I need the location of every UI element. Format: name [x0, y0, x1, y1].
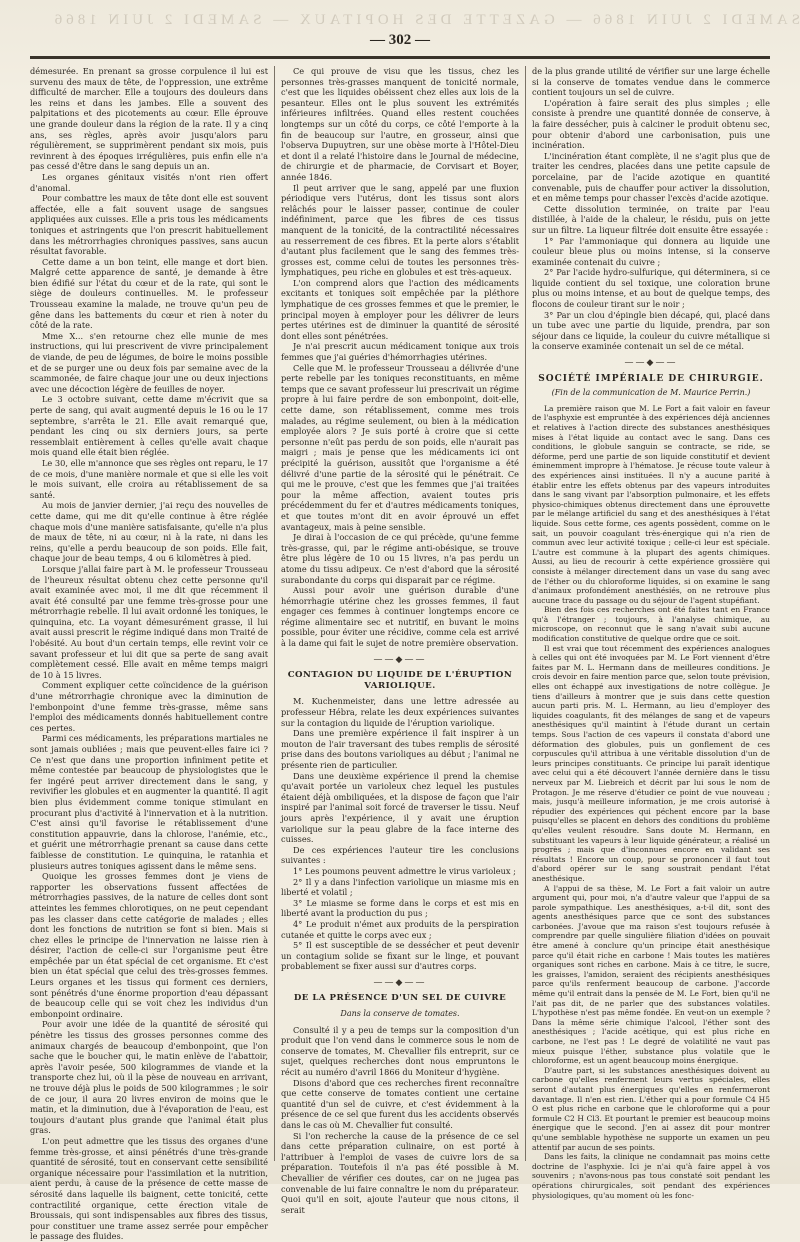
paragraph: D'autre part, si les substances anesthésiques doivent au carbone qu'elles renferment leurs vertus spéciales, elles seront d'autant plus énergiques qu'elles en renfermeront davantage. Il n'en est rien. L'éther qui a pour formule C4 H5 O est plus riche en carbone que le chloroforme qui a pour formule C2 H Cl3. Et pourtant le premier est beaucoup moins énergique que le second. J'en ai assez dit pour montrer qu'une semblable hypothèse ne supporte un examen un peu attentif par aucun de ses points.	[532, 1065, 770, 1152]
paragraph: Parmi ces médicaments, les préparations martiales ne sont jamais oubliées ; mais que peuvent-elles faire ici ? Ce n'est que dans une proportion infiniment petite et même contestée par beaucoup de physiologistes que le fer ingéré peut arriver directement dans le sang, y revivifier les globules et en augmenter la quantité. Il agit bien plus évidemment comme tonique stimulant en procurant plus d'activité à l'innervation et à la nutrition. C'est ainsi qu'il favorise le rétablissement d'une constitution appauvrie, dans la chlorose, l'anémie, etc., et guérit une métrorrhagie prenant sa cause dans cette faiblesse de constitution. Le quinquina, le ratanhia et plusieurs autres toniques agissent dans le même sens.	[30, 733, 268, 871]
list-item: 2° Il y a dans l'infection variolique un miasme mis en liberté et volatil ;	[281, 876, 519, 898]
paragraph: Au mois de janvier dernier, j'ai reçu des nouvelles de cette dame, qui me dit qu'elle continue à être réglée chaque mois d'une manière satisfaisante, qu'elle n'a plus de maux de tête, ni au cœur, ni à la rate, ni dans les reins, qu'elle a perdu beaucoup de son poids. Elle fait, chaque jour de beau temps, 4 ou 6 kilomètres à pied.	[30, 500, 268, 564]
paragraph: Pour combattre les maux de tête dont elle est souvent affectée, elle a fait souvent usage de sangsues appliquées aux cuisses. Elle a pris tous les médicaments toniques et astringents que l'on prescrit habituellement dans les métrorrhagies chroniques passives, sans aucun résultat favorable.	[30, 193, 268, 257]
society-report	[532, 404, 770, 1200]
section-separator: ——◆——	[373, 977, 427, 988]
section-separator: ——◆——	[624, 358, 678, 369]
paragraph: Consulté il y a peu de temps sur la composition d'un produit que l'on vend dans le commerce sous le nom de conserve de tomates, M. Chevallier fils entreprit, sur ce sujet, quelques recherches dont nous empruntons le récit au numéro d'avril 1866 du Moniteur d'hygiène.	[281, 1024, 519, 1078]
paragraph: Le 30, elle m'annonce que ses règles ont reparu, le 17 de ce mois, d'une manière normale et que si elle les voit le mois suivant, elle croira au rétablissement de sa santé.	[30, 457, 268, 500]
paragraph: démesurée. En prenant sa grosse corpulence il lui est survenu des maux de tête, de l'oppression, une extrême difficulté de marcher. Elle a toujours des douleurs dans les reins et dans les jambes. Elle a souvent des palpitations et des picotements au cœur. Elle éprouve une grande douleur dans la région de la rate. Il y a cinq ans, ses règles, après avoir jusqu'alors paru régulièrement, se supprimèrent pendant six mois, puis revinrent à des époques irrégulières, puis enfin elle n'a pas cessé d'être dans le sang depuis un an.	[30, 66, 268, 172]
paragraph: Il peut arriver que le sang, appelé par une fluxion périodique vers l'utérus, dont les tissus sont alors relâchés pour le laisser passer, continue de couler indéfiniment, parce que les fibres de ces tissus manquent de la tonicité, de la contractilité nécessaires au resserrement de ces fibres. Et la perte alors s'établit d'autant plus facilement que le sang des femmes très-grosses est, comme celui de toutes les personnes très-lymphatiques, peu riche en globules et est très-aqueux.	[281, 182, 519, 278]
paragraph: Celle que M. le professeur Trousseau a délivrée d'une perte rebelle par les toniques reconstituants, en même temps que ce savant professeur lui prescrivait un régime propre à lui faire perdre de son embonpoint, doit-elle, cette dame, son rétablissement, comme mes trois malades, au régime seulement, ou bien à la médication employée alors ? Je suis porté à croire que si cette personne n'eût pas perdu de son poids, elle n'aurait pas maigri ; mais je pense que les médicaments ici ont précipité la guérison, aussitôt que l'organisme a été délivré d'une partie de la sérosité qui le pénétrait. Ce qui me le prouve, c'est que les femmes que j'ai traitées pour la même affection, avaient toutes pris précédemment du fer et d'autres médicaments toniques, et que toutes m'ont dit en avoir éprouvé un effet avantageux, mais à peine sensible.	[281, 362, 519, 532]
list-item: 5° Il est susceptible de se dessécher et peut devenir un contagium solide se fixant sur le linge, et pouvant probablement se fixer aussi sur d'autres corps.	[281, 940, 519, 972]
list-item: 1° Les poumons peuvent admettre le virus varioleux ;	[293, 865, 516, 876]
paragraph: Le 3 octobre suivant, cette dame m'écrivit que sa perte de sang, qui avait augmenté depuis le 16 ou le 17 septembre, s'arrêta le 21. Elle avait remarqué que, pendant les cinq ou six derniers jours, sa perte ressemblait entièrement à celles qu'elle avait chaque mois quand elle était bien réglée.	[30, 394, 268, 458]
list-item: 4° Le produit n'émet aux produits de la perspiration cutanée et quitte le corps avec eux ;	[281, 918, 519, 940]
list-item: 2° Par l'acide hydro-sulfurique, qui déterminera, si ce liquide contient du sel toxique, une coloration brune plus ou moins intense, et au bout de quelque temps, des flocons de couleur tirant sur le noir ;	[532, 267, 770, 310]
column-1	[30, 66, 268, 1242]
list-item: 1° Par l'ammoniaque qui donnera au liquide une couleur bleue plus ou moins intense, si la conserve examinée contenait du cuivre ;	[532, 235, 770, 267]
header-rule	[30, 56, 770, 59]
column-divider	[274, 66, 275, 1161]
paragraph: Comment expliquer cette coïncidence de la guérison d'une métrorrhagie chronique avec la diminution de l'embonpoint d'une femme très-grasse, même sans l'emploi des médicaments donnés habituellement contre ces pertes.	[30, 680, 268, 733]
section-title: CONTAGION DU LIQUIDE DE L'ÉRUPTION VARIOLIQUE.	[287, 670, 513, 691]
list-item: 3° Par un clou d'épingle bien décapé, qui, placé dans un tube avec une partie du liquide, prendra, par son séjour dans ce liquide, la couleur du cuivre métallique si la conserve examinée contenait un sel de ce métal.	[532, 309, 770, 352]
paragraph: Dans une deuxième expérience il prend la chemise qu'avait portée un varioleux chez lequel les pustules étaient déjà ombiliquées, et la dispose de façon que l'air inspiré par l'animal soit forcé de traverser le tissu. Neuf jours après l'expérience, il y avait une éruption variolique sur la peau glabre de la face interne des cuisses.	[281, 770, 519, 845]
paragraph: L'on comprend alors que l'action des médicaments excitants et toniques soit empêchée par la pléthore lymphatique de ces grosses femmes et que le premier, le principal moyen à employer pour les délivrer de leurs pertes utérines est de diminuer la quantité de sérosité dont elles sont pénétrées.	[281, 277, 519, 341]
paragraph: L'incinération étant complète, il ne s'agit plus que de traiter les cendres, placées dans une petite capsule de porcelaine, par de l'acide azotique en quantité convenable, puis de chauffer pour activer la dissolution, et en même temps pour chasser l'excès d'acide azotique.	[532, 150, 770, 204]
page-number: — 302 —	[370, 32, 430, 48]
paragraph: Dans une première expérience il fait inspirer à un mouton de l'air traversant des tubes remplis de sérosité prise dans des boutons varioliques au début ; l'animal ne présente rien de particulier.	[281, 728, 519, 770]
paragraph: Les organes génitaux visités n'ont rien offert d'anomal.	[30, 171, 268, 193]
section-separator: ——◆——	[373, 654, 427, 665]
paragraph: Je n'ai prescrit aucun médicament tonique aux trois femmes que j'ai guéries d'hémorrhagies utérines.	[281, 341, 519, 363]
paragraph: Cette dissolution terminée, on traite par l'eau distillée, à l'aide de la chaleur, le résidu, puis on jette sur un filtre. La liqueur filtrée doit ensuite être essayée :	[532, 203, 770, 235]
paragraph: L'opération à faire serait des plus simples ; elle consiste à prendre une quantité donnée de conserve, à la faire dessécher, puis à calciner le produit obtenu sec, pour obtenir d'abord une carbonisation, puis une incinération.	[532, 97, 770, 151]
paragraph: Bien des fois ces recherches ont été faites tant en France qu'à l'étranger ; toujours, à l'analyse chimique, au microscope, on reconnut que le sang n'avait subi aucune modification constitutive de quelque ordre que ce soit.	[532, 605, 770, 644]
paragraph: Cette dame a un bon teint, elle mange et dort bien. Malgré cette apparence de santé, je demande à être bien édifié sur l'état du cœur et de la rate, qui sont le siège de douleurs continuelles. M. le professeur Trousseau examine la malade, ne trouve qu'un peu de gêne dans les battements du cœur et rien à noter du côté de la rate.	[30, 256, 268, 331]
section-subtitle: (Fin de la communication de M. Maurice Perrin.)	[551, 388, 751, 398]
paragraph: Aussi pour avoir une guérison durable d'une hémorrhagie utérine chez les grosses femmes, il faut engager ces femmes à continuer longtemps encore ce régime alimentaire sec et nutritif, en buvant le moins possible, pour éviter une récidive, comme cela est arrivé à la dame qui fait le sujet de notre première observation.	[281, 585, 519, 649]
paragraph: Il est vrai que tout récemment des expériences analogues à celles qui ont été invoquées par M. Le Fort viennent d'être faites par M. L. Hermann dans de meilleures conditions. Je crois devoir en faire mention parce que, selon toute prévision, elles ont échappé aux investigations de notre collègue. Je tiens d'ailleurs à montrer que je suis dans cette question aucun parti pris. M. L. Hermann, au lieu d'employer des liquides coagulants, fit des mélanges de sang et de vapeurs anesthésiques qu'il maintint à l'étude durant un certain temps. Sous l'action de ces vapeurs il constata d'abord une déformation des globules, puis un gonflement de ces corpuscules qu'il attribua à une véritable dissolution d'un de leurs principes constituants. Ce principe lui paraît identique avec celui qui a été découvert l'année dernière dans le tissu nerveux par M. Liebreich et décrit par lui sous le nom de Protagon. Je me réserve d'étudier ce point de vue nouveau ; mais, jusqu'à meilleure information, je me crois autorisé à répudier des expériences qui péchent encore par la base puisqu'elles se placent en dehors des conditions du problème qu'elles veulent résoudre. Sans doute M. Hermann, en substituant les vapeurs à leur liquide générateur, a réalisé un progrès ; mais que d'inconnues encore en validant ses résultats ! Encore un coup, pour se prononcer il faut tout d'abord opérer sur le sang soustrait pendant l'état anesthésique.	[532, 643, 770, 883]
list-item: 3° Le miasme se forme dans le corps et est mis en liberté avant la production du pus ;	[281, 897, 519, 919]
paragraph: Je dirai à l'occasion de ce qui précède, qu'une femme très-grasse, qui, par le régime anti-obésique, se trouve être plus légère de 10 ou 15 livres, n'a pas perdu un atome du tissu adipeux. Ce n'est d'abord que la sérosité surabondante du corps qui disparait par ce régime.	[281, 532, 519, 585]
column-2	[281, 66, 519, 1215]
paragraph: L'on peut admettre que les tissus des organes d'une femme très-grosse, et ainsi pénétrés d'une très-grande quantité de sérosité, tout en conservant cette sensibilité organique nécessaire pour l'assimilation et la nutrition, aient perdu, à cause de la présence de cette masse de sérosité dans laquelle ils baignent, cette tonicité, cette contractilité organique, cette érection vitale de Broussais, qui sont indispensables aux fibres des tissus, pour constituer une trame assez serrée pour empêcher le passage des fluides.	[30, 1135, 268, 1242]
paragraph: Disons d'abord que ces recherches firent reconnaître que cette conserve de tomates contient une certaine quantité d'un sel de cuivre, et c'est évidemment à la présence de ce sel que furent dus les accidents observés dans le cas où M. Chevallier fut consulté.	[281, 1077, 519, 1130]
bleed-through-text: SAMEDI 2 JUIN 1866 — GAZETTE DES HOPITAUX — SAMEDI 2 JUIN 1866	[50, 12, 800, 28]
section-title: DE LA PRÉSENCE D'UN SEL DE CUIVRE	[293, 993, 507, 1004]
column-divider	[525, 66, 526, 1161]
section-subtitle: Dans la conserve de tomates.	[340, 1009, 460, 1019]
paragraph: Ce qui prouve de visu que les tissus, chez les personnes très-grasses manquent de tonicité normale, c'est que les liquides obéissent chez elles aux lois de la pesanteur. Elles ont le plus souvent les extrémités inférieures infiltrées. Quand elles restent couchées longtemps sur un côté du corps, ce côté l'emporte à la fin de beaucoup sur l'autre, en grosseur, ainsi que l'observa Dupuytren, sur une obèse morte à l'Hôtel-Dieu et dont il a relaté l'histoire dans le Journal de médecine, de chirurgie et de pharmacie, de Corvisart et Boyer, année 1846.	[281, 66, 519, 182]
paragraph: Si l'on recherche la cause de la présence de ce sel dans cette préparation culinaire, on est porté à l'attribuer à l'emploi de vases de cuivre lors de sa préparation. Toutefois il n'a pas été possible à M. Chevallier de vérifier ces doutes, car on ne jugea pas convenable de lui faire connaître le nom du préparateur. Quoi qu'il en soit, ajoute l'auteur que nous citons, il serait	[281, 1130, 519, 1215]
paragraph: Quoique les grosses femmes dont je viens de rapporter les observations fussent affectées de métrorrhagies passives, de la nature de celles dont sont atteintes les femmes chlorotiques, on ne peut cependant pas les classer dans cette catégorie de malades ; elles dont les fonctions de nutrition se font si bien. Mais si chez elles le principe de l'innervation ne laisse rien à désirer, l'action de celle-ci sur l'organisme peut être empêchée par un état spécial de cet organisme. Et c'est bien un état spécial que celui des très-grosses femmes. Leurs organes et les tissus qui forment ces derniers, sont pénétrés d'une énorme proportion d'eau dépassant de beaucoup celle qui se voit chez les individus d'un embonpoint ordinaire.	[30, 871, 268, 1019]
paragraph: De ces expériences l'auteur tire les conclusions suivantes :	[281, 844, 519, 866]
paragraph: La première raison que M. Le Fort a fait valoir en faveur de l'asphyxie est empruntée à des expériences déjà anciennes et relatives à l'action directe des substances anesthésiques mises à l'état liquide au contact avec le sang. Dans ces conditions, le globule sanguin se contracte, se ride, se déforme, perd une partie de son liquide constitutif et devient éminemment impropre à l'hématose. Je récuse toute valeur à des expériences ainsi instituées. Il n'y a aucune parité à établir entre les effets obtenus par des vapeurs introduites dans le sang vivant par l'absorption pulmonaire, et les effets physico-chimiques obtenus directement dans une éprouvette par le mélange artificiel du sang et des anesthésiques à l'état liquide. Sous cette forme, ces agents possèdent, comme on le sait, un pouvoir coagulant très-énergique qui n'a rien de commun avec leur activité toxique ; celle-ci leur est spéciale. L'autre est commune à la plupart des agents chimiques. Aussi, au lieu de recourir à cette expérience grossière qui consiste à mélanger directement dans un vase du sang avec de l'éther ou du chloroforme liquides, si on examine le sang d'animaux profondément anesthésiés, on ne retrouve plus aucune trace du passage ou du séjour de l'agent stupéfiant.	[532, 403, 770, 605]
paragraph: Pour avoir une idée de la quantité de sérosité qui pénètre les tissus des grosses personnes comme des animaux chargés de beaucoup d'embonpoint, que l'on sache que le boucher qui, le matin enlève de l'abattoir, après l'avoir pesée, 500 kilogrammes de viande et la transporte chez lui, où il la pèse de nouveau en arrivant, ne trouve déjà plus le poids de 500 kilogrammes ; le soir de ce jour, il aura 20 livres environ de moins que le matin, et la diminution, due à l'évaporation de l'eau, est toujours d'autant plus grande que l'animal était plus gras.	[30, 1019, 268, 1136]
paragraph: Mme X... s'en retourne chez elle munie de mes instructions, qui lui prescrivent de vivre principalement de viande, de peu de légumes, de boire le moins possible et de se purger une ou deux fois par semaine avec de la scammonée, de faire chaque jour une ou deux injections avec une décoction légère de feuilles de noyer.	[30, 330, 268, 394]
section-title: SOCIÉTÉ IMPÉRIALE DE CHIRURGIE.	[538, 373, 764, 384]
paragraph: A l'appui de sa thèse, M. Le Fort a fait valoir un autre argument qui, pour moi, n'a d'autre valeur que l'appui de sa parole sympathique. Les anesthésiques, a-t-il dit, sont des agents anesthésiques parce que ce sont des substances carbonées. J'avoue que ma raison s'est toujours refusée à comprendre par quelle singulière filiation d'idées on pouvait être amené à conclure qu'un principe était anesthésique parce qu'il était riche en carbone ! Mais toutes les matières organiques sont riches en carbone. Mais à ce titre, le sucre, les graisses, l'amidon, seraient des récipients anesthésiques parce qu'ils renferment beaucoup de carbone. J'accorde même qu'il entrait dans la pensée de M. Le Fort, bien qu'il ne l'ait pas dit, de ne parler que des substances volatiles. L'hypothèse n'est pas même fondée. En veut-on un exemple ? Dans la même série chimique l'alcool, l'éther sont des anesthésiques ; l'acide acétique, qui est plus riche en carbone, ne l'est pas ! Le degré de volatilité ne vaut pas mieux puisque l'éther, substance plus volatile que le chloroforme, est un agent beaucoup moins énergique.	[532, 883, 770, 1066]
paragraph: M. Kuchenmeister, dans une lettre adressée au professeur Hébra, relate les deux expériences suivantes sur la contagion du liquide de l'éruption variolique.	[281, 696, 519, 728]
paragraph: de la plus grande utilité de vérifier sur une large échelle si la conserve de tomates vendue dans le commerce contient toujours un sel de cuivre.	[532, 66, 770, 98]
paragraph: Dans les faits, la clinique ne condamnait pas moins cette doctrine de l'asphyxie. Ici je n'ai qu'à faire appel à vos souvenirs ; n'avons-nous pas tous constaté soit pendant les opérations chirurgicales, soit pendant des expériences physiologiques, qu'au moment où les fonc-	[532, 1152, 770, 1200]
paragraph: Lorsque j'allai faire part à M. le professeur Trousseau de l'heureux résultat obtenu chez cette personne qu'il avait examinée avec moi, il me dit que récemment il avait été consulté par une femme très-grosse pour une métrorrhagie rebelle. Il lui avait ordonné les toniques, le quinquina, etc. La voyant démesurément grasse, il lui avait aussi prescrit le régime indiqué dans mon Traité de l'obésité. Au bout d'un certain temps, elle revint voir ce savant professeur et lui dit que sa perte de sang avait complètement cessé. Elle avait en même temps maigri de 10 à 15 livres.	[30, 563, 268, 680]
column-3	[532, 66, 770, 1200]
